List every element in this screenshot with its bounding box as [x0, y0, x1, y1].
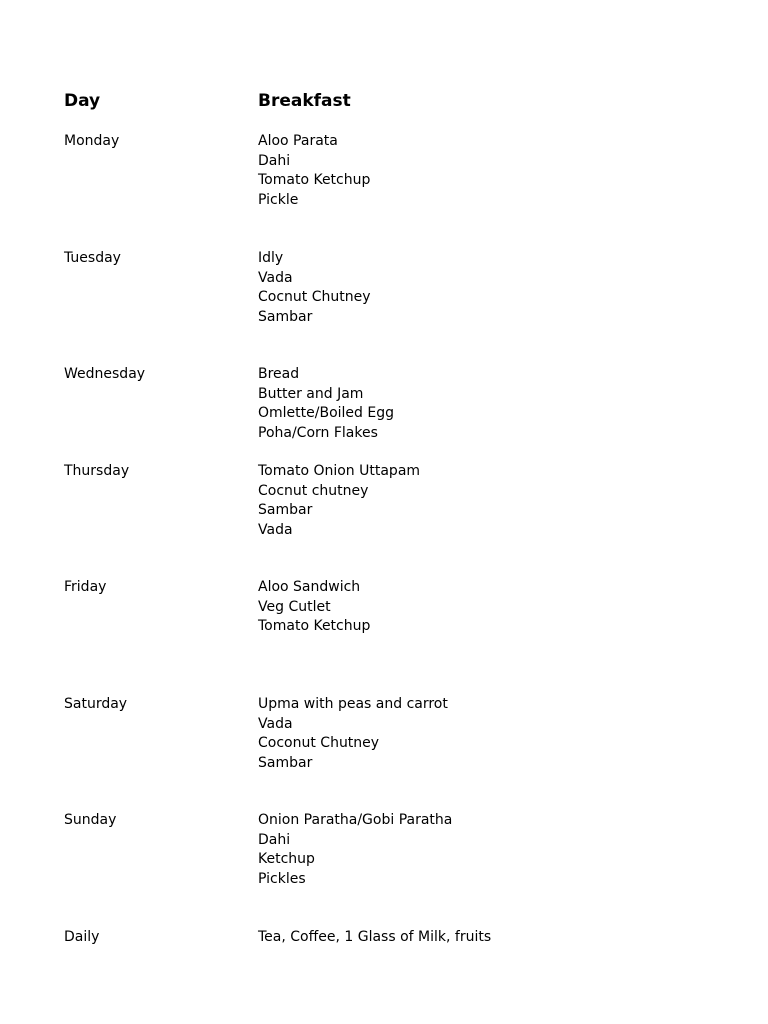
meal-item: Upma with peas and carrot — [258, 696, 448, 712]
meal-item: Vada — [258, 521, 293, 538]
meal-item: Pickles — [258, 870, 306, 887]
meal-item: Sambar — [258, 308, 313, 325]
meal-item: Tomato Onion Uttapam — [258, 463, 421, 479]
meal-item: Aloo Sandwich — [258, 579, 361, 595]
meal-item: Cocnut chutney — [258, 482, 369, 499]
meal-item: Butter and Jam — [258, 385, 364, 402]
meal-items — [258, 928, 491, 948]
meal-items — [258, 132, 370, 210]
day-label: Thursday — [64, 463, 130, 479]
day-label: Tuesday — [64, 250, 121, 266]
day-label: Wednesday — [64, 366, 146, 382]
meal-item: Dahi — [258, 831, 291, 848]
day-label: Daily — [64, 929, 100, 945]
meal-item: Tomato Ketchup — [258, 172, 371, 188]
meal-item: Aloo Parata — [258, 133, 338, 149]
meal-items — [258, 811, 452, 889]
meal-item: Pickle — [258, 191, 299, 208]
meal-item: Vada — [258, 715, 293, 732]
day-column-header: Day — [64, 91, 101, 111]
meal-items — [258, 695, 448, 773]
day-label: Sunday — [64, 812, 117, 828]
meal-item: Sambar — [258, 754, 313, 771]
meal-item: Bread — [258, 366, 300, 382]
day-label: Saturday — [64, 696, 128, 712]
meal-item: Onion Paratha/Gobi Paratha — [258, 812, 453, 828]
meal-item: Sambar — [258, 502, 313, 518]
meal-item: Cocnut Chutney — [258, 289, 371, 305]
meal-items — [258, 462, 420, 540]
meal-items — [258, 249, 371, 327]
meal-items — [258, 578, 370, 637]
meal-item: Coconut Chutney — [258, 735, 380, 751]
meal-items — [258, 365, 394, 443]
meal-item: Idly — [258, 250, 284, 266]
meal-item: Dahi — [258, 152, 291, 169]
day-label: Friday — [64, 579, 107, 595]
meal-item: Ketchup — [258, 851, 315, 867]
meal-item: Tomato Ketchup — [258, 618, 371, 634]
breakfast-column-header: Breakfast — [258, 91, 351, 111]
day-label: Monday — [64, 133, 120, 149]
meal-item: Poha/Corn Flakes — [258, 424, 378, 441]
meal-item: Veg Cutlet — [258, 598, 331, 615]
meal-item: Tea, Coffee, 1 Glass of Milk, fruits — [258, 929, 492, 945]
meal-item: Vada — [258, 269, 293, 286]
meal-item: Omlette/Boiled Egg — [258, 405, 394, 421]
